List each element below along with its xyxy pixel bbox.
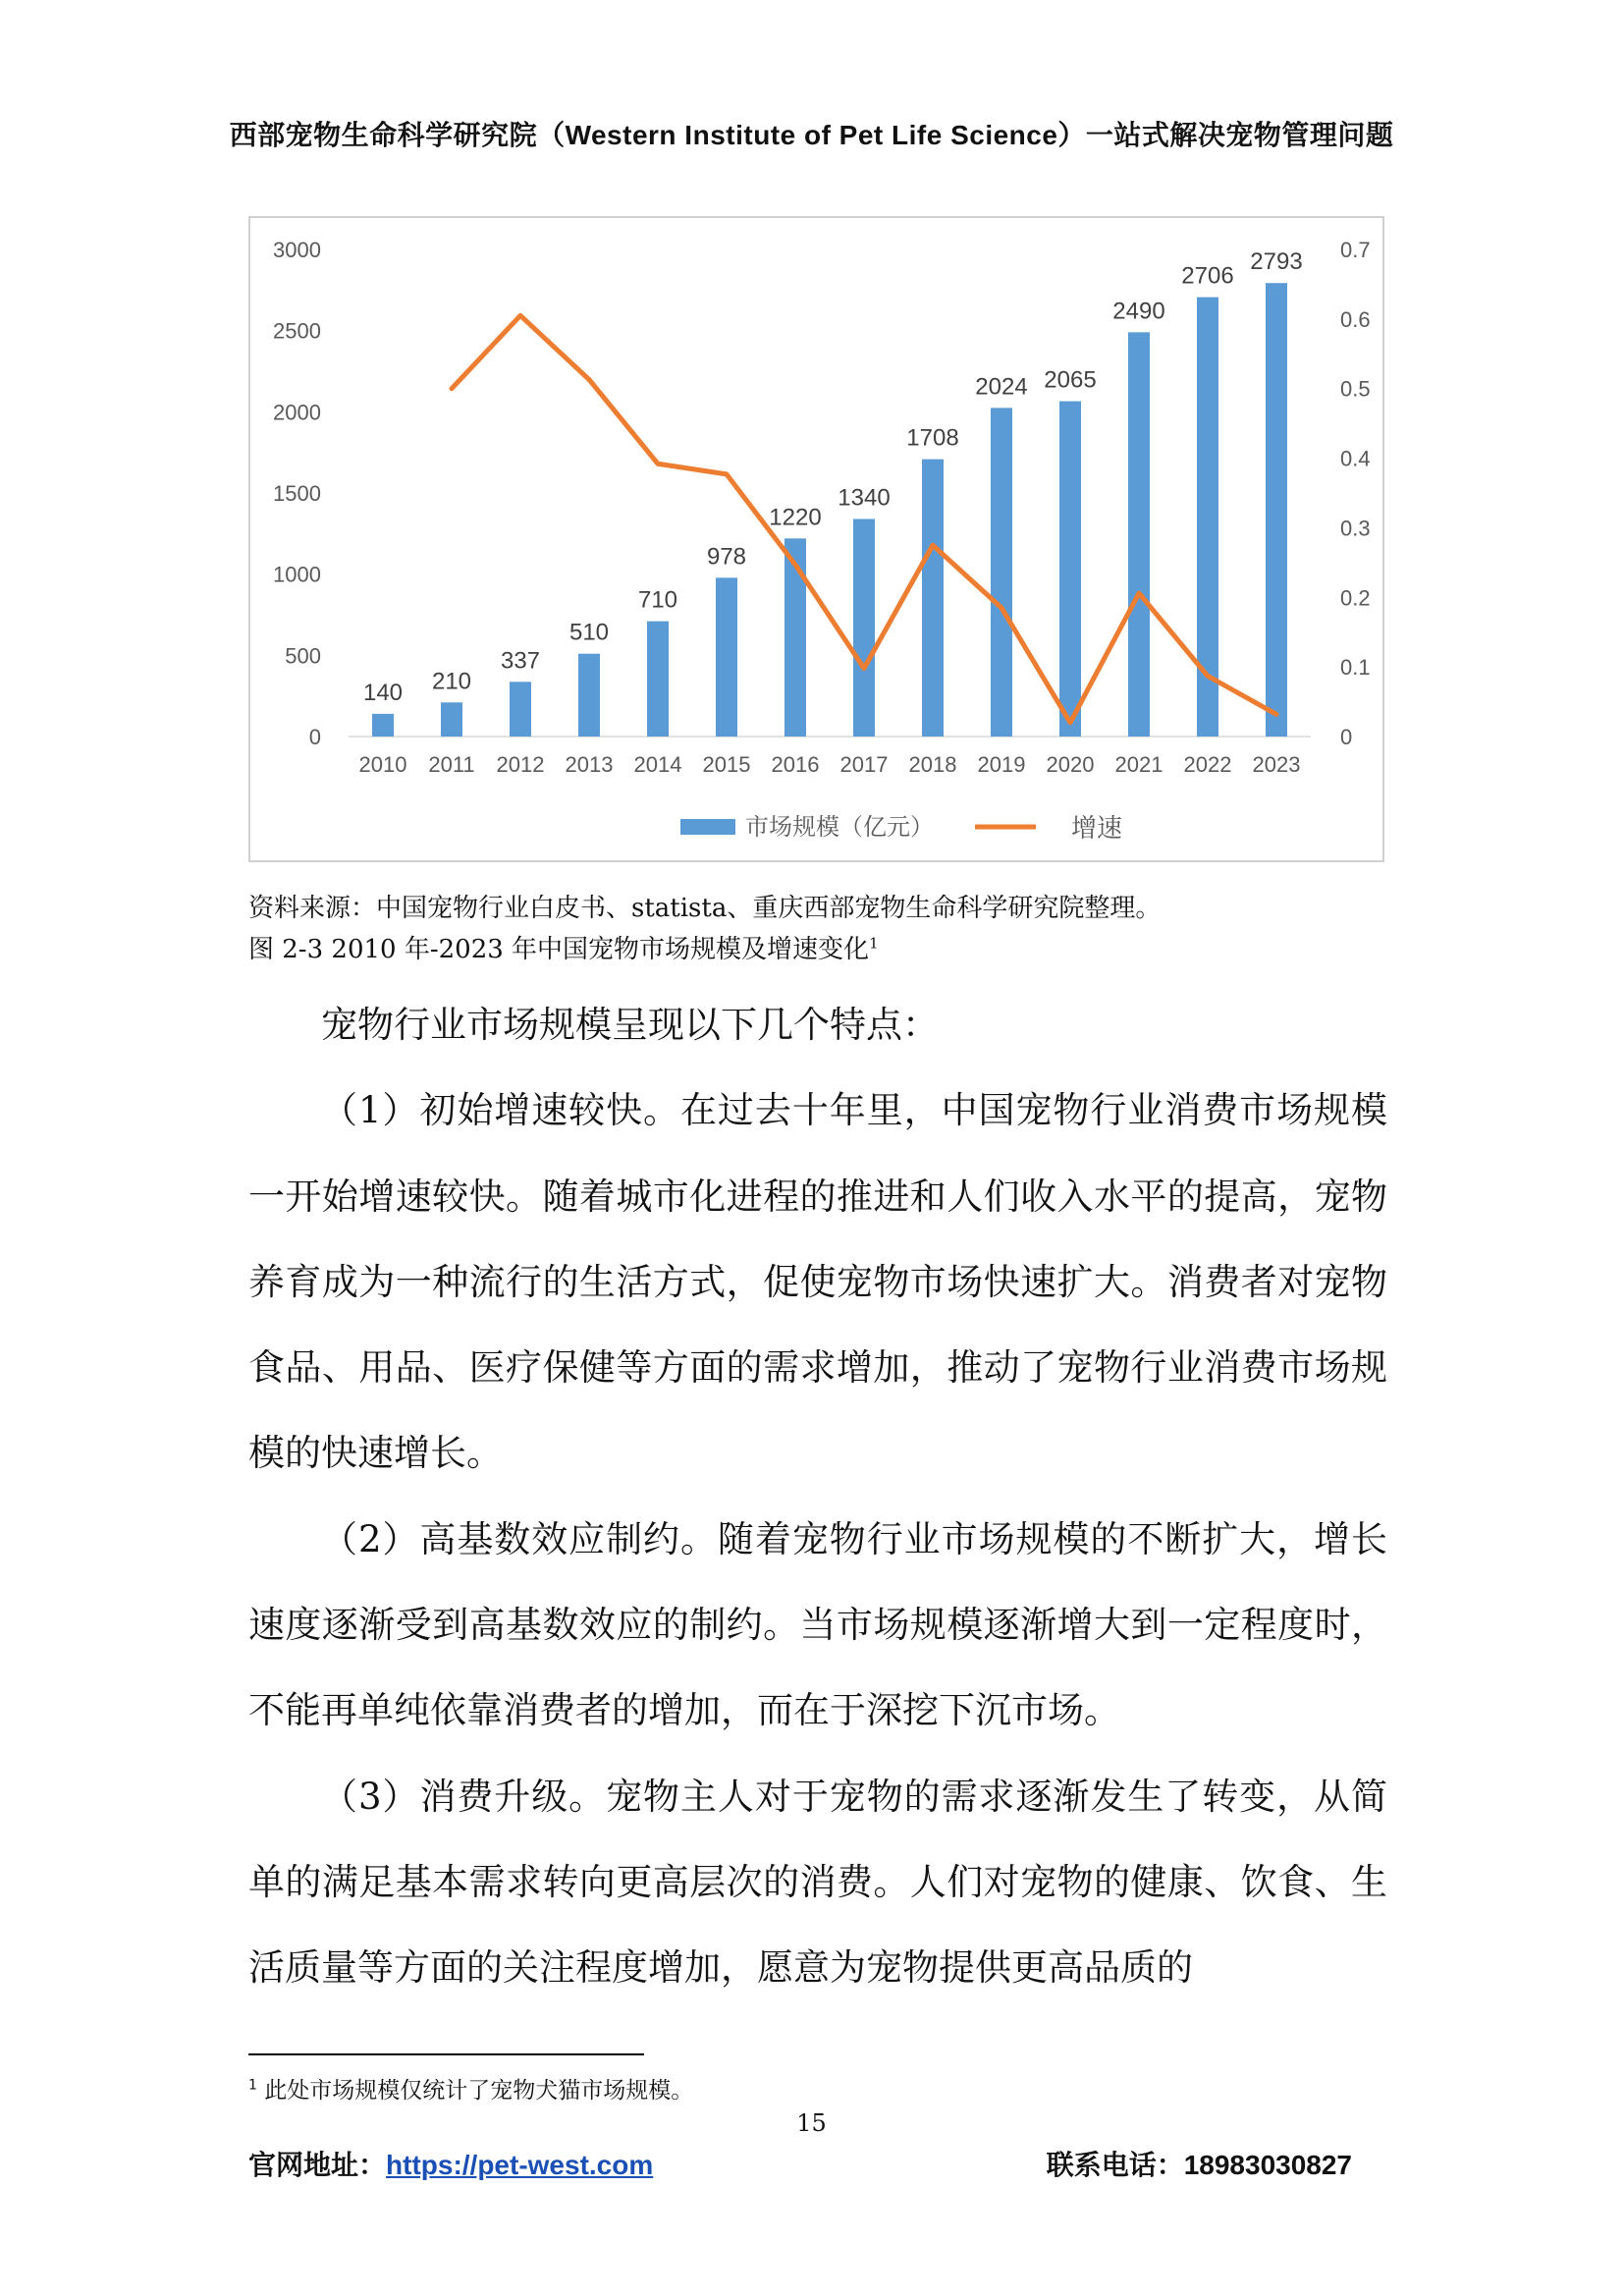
bar-data-label: 1340 <box>838 484 891 512</box>
y-right-tick-label: 0.6 <box>1340 306 1371 332</box>
bar <box>578 654 600 737</box>
chart-source: 资料来源：中国宠物行业白皮书、statista、重庆西部宠物生命科学研究院整理。 <box>248 894 1162 923</box>
website-link[interactable]: https://pet-west.com <box>386 2150 654 2180</box>
y-left-tick-label: 1500 <box>273 481 321 506</box>
bar <box>647 622 669 737</box>
footnote-marker: 1 <box>248 2077 257 2094</box>
bar <box>372 714 394 737</box>
footnote-text: 此处市场规模仅统计了宠物犬猫市场规模。 <box>264 2078 694 2104</box>
x-tick-label: 2017 <box>839 752 889 777</box>
bar-data-label: 2065 <box>1044 366 1097 394</box>
paragraph-intro: 宠物行业市场规模呈现以下几个特点： <box>321 1004 939 1046</box>
legend-bar-swatch <box>680 819 735 835</box>
paragraph-point-3: （3）消费升级。宠物主人对于宠物的需求逐渐发生了转变，从简单的满足基本需求转向更高层次的消费。人们对宠物的健康、饮食、生活质量等方面的关注程度增加，愿意为宠物提供更高品质的 <box>248 1775 1387 1990</box>
footer-website <box>248 2144 653 2183</box>
bar <box>1128 332 1150 737</box>
phone-number: 18983030827 <box>1183 2150 1352 2180</box>
y-right-tick-label: 0.3 <box>1340 516 1371 541</box>
y-right-tick-label: 0.5 <box>1340 376 1371 402</box>
paragraph-point-1: （1）初始增速较快。在过去十年里，中国宠物行业消费市场规模一开始增速较快。随着城市化进程的推进和人们收入水平的提高，宠物养育成为一种流行的生活方式，促使宠物市场快速扩大。消费者对宠物食品、用品、医疗保健等方面的需求增加，推动了宠物行业消费市场规模的快速增长。 <box>248 1089 1387 1475</box>
bar-data-label: 210 <box>431 668 472 695</box>
y-left-tick-label: 2500 <box>273 318 321 344</box>
chart-canvas <box>250 218 1386 864</box>
x-tick-label: 2010 <box>358 752 407 777</box>
bar-data-label: 978 <box>706 543 747 571</box>
bar-data-label: 2706 <box>1181 262 1234 290</box>
bar-data-label: 2024 <box>975 373 1028 401</box>
caption-text: 图 2-3 2010 年-2023 年中国宠物市场规模及增速变化 <box>248 935 870 964</box>
bar-data-label: 2793 <box>1250 248 1303 276</box>
y-right-tick-label: 0.7 <box>1340 238 1371 262</box>
x-tick-label: 2023 <box>1252 752 1301 777</box>
bar-data-label: 2490 <box>1112 298 1165 325</box>
market-size-chart <box>248 216 1384 862</box>
bar <box>716 577 737 737</box>
x-tick-label: 2021 <box>1114 752 1163 777</box>
bar-data-label: 710 <box>637 586 678 614</box>
paragraph-point-2: （2）高基数效应制约。随着宠物行业市场规模的不断扩大，增长速度逐渐受到高基数效应的制约。当市场规模逐渐增大到一定程度时，不能再单纯依靠消费者的增加，而在于深挖下沉市场。 <box>248 1517 1387 1732</box>
bar-data-label: 337 <box>500 647 541 675</box>
footnote <box>248 2072 693 2105</box>
body-text <box>248 982 1387 2011</box>
caption-footnote-marker: 1 <box>869 934 879 953</box>
legend-bar-label: 市场规模（亿元） <box>745 814 934 841</box>
bar <box>922 460 944 737</box>
bar-data-label: 1708 <box>906 424 959 452</box>
x-tick-label: 2018 <box>908 752 957 777</box>
x-tick-label: 2014 <box>633 752 682 777</box>
bar <box>991 408 1012 737</box>
x-tick-label: 2015 <box>702 752 751 777</box>
y-right-tick-label: 0 <box>1340 725 1353 749</box>
y-left-tick-label: 1000 <box>273 562 321 587</box>
x-tick-label: 2013 <box>565 752 614 777</box>
footnote-separator <box>248 2053 644 2055</box>
bar-data-label: 140 <box>362 679 404 706</box>
x-tick-label: 2012 <box>496 752 545 777</box>
y-left-tick-label: 2000 <box>273 400 321 425</box>
y-left-tick-label: 3000 <box>273 238 321 262</box>
bar <box>510 682 531 737</box>
bar <box>853 519 875 737</box>
phone-label: 联系电话： <box>1046 2150 1184 2180</box>
y-right-tick-label: 0.2 <box>1340 585 1371 611</box>
x-tick-label: 2011 <box>428 752 475 777</box>
bar-data-label: 1220 <box>769 504 822 531</box>
y-left-tick-label: 0 <box>308 725 321 749</box>
x-tick-label: 2019 <box>977 752 1026 777</box>
website-label: 官网地址： <box>248 2150 387 2180</box>
legend-line-label: 增速 <box>1071 813 1123 843</box>
figure-caption <box>248 929 879 965</box>
y-right-tick-label: 0.1 <box>1340 655 1371 681</box>
page-header: 西部宠物生命科学研究院（Western Institute of Pet Life Science）一站式解决宠物管理问题 <box>229 120 1394 150</box>
y-right-tick-label: 0.4 <box>1340 446 1371 471</box>
footer-phone <box>1047 2144 1352 2183</box>
x-tick-label: 2016 <box>771 752 820 777</box>
page-number: 15 <box>796 2109 827 2137</box>
bar-data-label: 510 <box>568 619 610 646</box>
bar <box>1059 402 1081 737</box>
y-left-tick-label: 500 <box>285 643 321 669</box>
x-tick-label: 2022 <box>1183 752 1232 777</box>
bar <box>441 702 462 737</box>
bar <box>1266 283 1287 737</box>
x-tick-label: 2020 <box>1046 752 1095 777</box>
